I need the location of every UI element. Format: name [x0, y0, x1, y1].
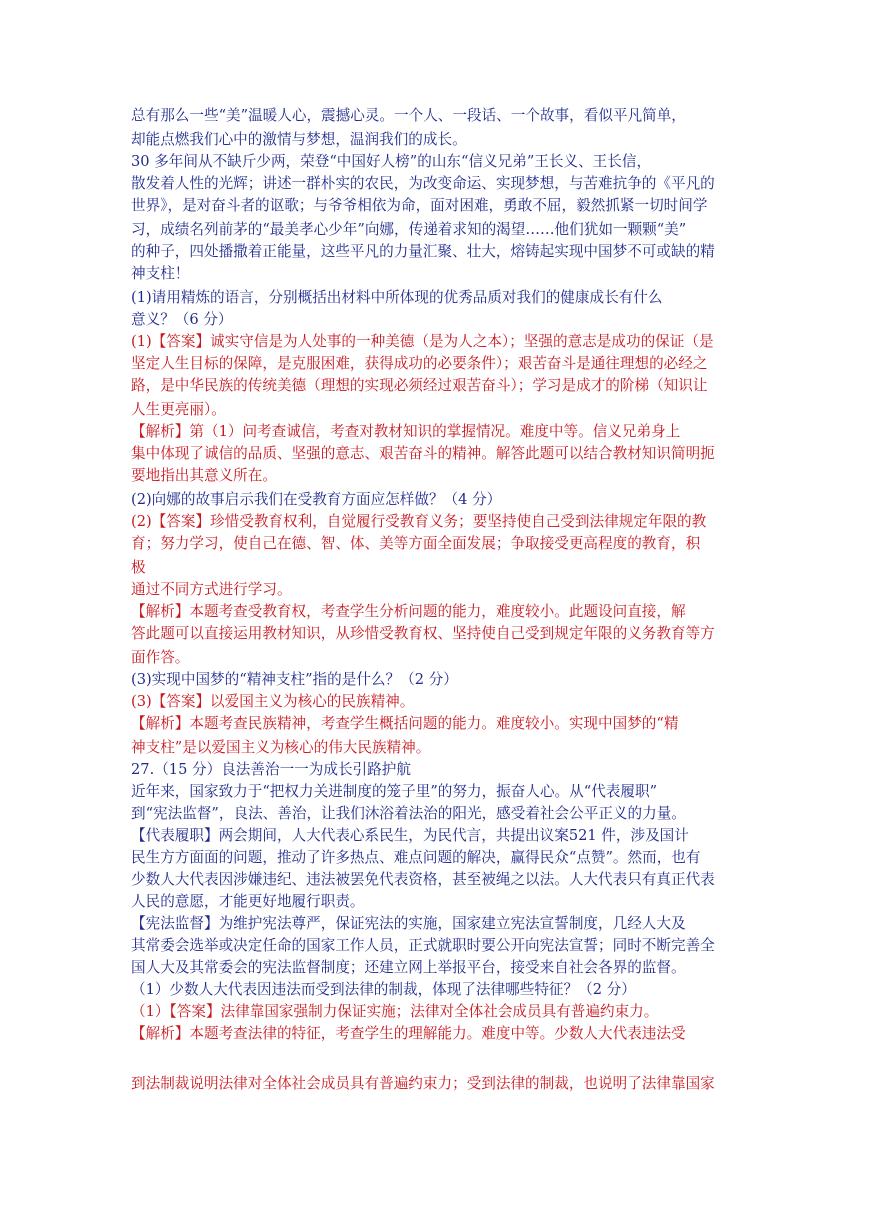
answer-text-line: 【解析】第（1）问考查诚信，考查对教材知识的掌握情况。难度中等。信义兄弟身上 — [131, 423, 681, 440]
question-text-line: 习，成绩名列前茅的“最美孝心少年”向娜，传递着求知的渴望……他们犹如一颗颗“美” — [131, 221, 687, 238]
answer-text-line: 通过不同方式进行学习。 — [131, 581, 292, 598]
question-text-line: 【宪法监督】为维护宪法尊严，保证宪法的实施，国家建立宪法宣誓制度，几经人大及 — [131, 915, 686, 932]
question-text-line: (3)实现中国梦的“精神支柱”指的是什么？（2 分） — [131, 671, 458, 688]
question-text-line: 其常委会选举或决定任命的国家工作人员，正式就职时要公开向宪法宣誓；同时不断完善全 — [131, 937, 715, 954]
question-text-line: (2)向娜的故事启示我们在受教育方面应怎样做？（4 分） — [131, 491, 502, 508]
question-text-line: 世界》，是对奋斗者的讴歌；与爷爷相依为命，面对困难，勇敢不屈，毅然抓紧一切时间学 — [131, 197, 708, 214]
answer-text-line: 答此题可以直接运用教材知识，从珍惜受教育权、坚持使自己受到规定年限的义务教育等方 — [131, 625, 715, 642]
question-text-line: （1）少数人大代表因违法而受到法律的制裁，体现了法律哪些特征？（2 分） — [131, 981, 636, 998]
question-text-line: 总有那么一些“美”温暖人心，震撼心灵。一个人、一段话、一个故事，看似平凡简单， — [131, 107, 686, 124]
answer-text-line: (2)【答案】珍惜受教育权利，自觉履行受教育义务；要坚持使自己受到法律规定年限的教 — [131, 513, 707, 530]
answer-text-line: 集中体现了诚信的品质、坚强的意志、艰苦奋斗的精神。解答此题可以结合教材知识简明扼 — [131, 445, 715, 462]
question-text-line: 神支柱！ — [131, 265, 190, 282]
answer-text-line: 极 — [131, 559, 146, 576]
answer-text-line: 坚定人生目标的保障，是克服困难，获得成功的必要条件）；艰苦奋斗是通往理想的必经之 — [131, 355, 708, 372]
question-text-line: 却能点燃我们心中的激情与梦想，温润我们的成长。 — [131, 131, 467, 148]
question-text-line: (1)请用精炼的语言，分别概括出材料中所体现的优秀品质对我们的健康成长有什么 — [131, 289, 663, 306]
answer-text-line: 路，是中华民族的传统美德（理想的实现必须经过艰苦奋斗）；学习是成才的阶梯（知识让 — [131, 377, 708, 394]
answer-text-line: 【解析】本题考查法律的特征，考查学生的理解能力。难度中等。少数人大代表违法受 — [131, 1025, 686, 1042]
question-text-line: 意义？（6 分） — [131, 311, 233, 328]
answer-text-line: 面作答。 — [131, 649, 190, 666]
answer-text-line: (1)【答案】诚实守信是为人处事的一种美德（是为人之本）；坚强的意志是成功的保证（是 — [131, 333, 714, 350]
question-text-line: 到“宪法监督”，良法、善治，让我们沐浴着法治的阳光，感受着社会公平正义的力量。 — [131, 805, 686, 822]
answer-text-line: 【解析】本题考查民族精神，考查学生概括问题的能力。难度较小。实现中国梦的“精 — [131, 715, 679, 732]
answer-text-line: 【解析】本题考查受教育权，考查学生分析问题的能力，难度较小。此题设问直接，解 — [131, 603, 686, 620]
question-text-line: 人民的意愿，才能更好地履行职责。 — [131, 893, 365, 910]
question-text-line: 【代表履职】两会期间，人大代表心系民生，为民代言，共提出议案521 件，涉及国计 — [131, 827, 689, 844]
question-text-line: 民生方方面面的问题，推动了许多热点、难点问题的解决，赢得民众“点赞”。然而，也有 — [131, 849, 701, 866]
question-text-line: 国人大及其常委会的宪法监督制度；还建立网上举报平台，接受来自社会各界的监督。 — [131, 959, 686, 976]
answer-text-line: （1）【答案】法律靠国家强制力保证实施；法律对全体社会成员具有普遍约束力。 — [131, 1003, 659, 1020]
answer-text-line: 神支柱”是以爱国主义为核心的伟大民族精神。 — [131, 739, 431, 756]
answer-text-line: 要地指出其意义所在。 — [131, 467, 277, 484]
answer-text-line: 人生更亮丽）。 — [131, 401, 226, 418]
question-text-line: 少数人大代表因涉嫌违纪、违法被罢免代表资格，甚至被绳之以法。人大代表只有真正代表 — [131, 871, 715, 888]
answer-text-line: (3)【答案】以爱国主义为核心的民族精神。 — [131, 693, 415, 710]
answer-text-line: 育；努力学习，使自己在德、智、体、美等方面全面发展；争取接受更高程度的教育，积 — [131, 535, 701, 552]
question-text-line: 30 多年间从不缺斤少两，荣登“中国好人榜”的山东“信义兄弟”王长义、王长信， — [131, 153, 652, 170]
question-text-line: 的种子，四处播撒着正能量，这些平凡的力量汇聚、壮大，熔铸起实现中国梦不可或缺的精 — [131, 243, 715, 260]
question-text-line: 散发着人性的光辉；讲述一群朴实的农民，为改变命运、实现梦想，与苦难抗争的《平凡的 — [131, 175, 715, 192]
answer-text-line: 到法制裁说明法律对全体社会成员具有普遍约束力；受到法律的制裁，也说明了法律靠国家 — [131, 1075, 715, 1092]
question-text-line: 27.（15 分）良法善治一一为成长引路护航 — [131, 761, 411, 778]
question-text-line: 近年来，国家致力于“把权力关进制度的笼子里”的努力，振奋人心。从“代表履职” — [131, 783, 658, 800]
